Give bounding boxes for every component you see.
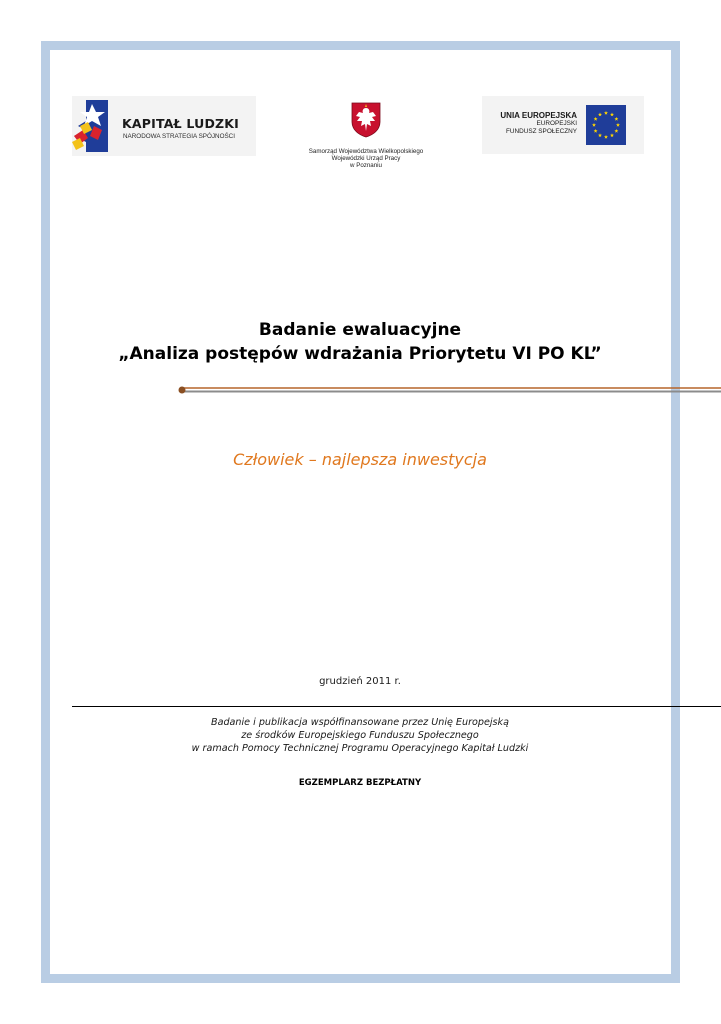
samorzad-caption-line: Wojewódzki Urząd Pracy	[331, 155, 401, 162]
document-title-line-1: Badanie ewaluacyjne	[258, 320, 462, 340]
decorative-divider	[172, 380, 721, 398]
kapital-ludzki-subtitle: NARODOWA STRATEGIA SPÓJNOŚCI	[123, 133, 235, 140]
slogan: Człowiek – najlepsza inwestycja	[233, 450, 487, 469]
ue-line-1: UNIA EUROPEJSKA	[500, 111, 577, 120]
free-copy-label: EGZEMPLARZ BEZPŁATNY	[298, 778, 422, 788]
samorzad-caption-line: Samorząd Województwa Wielkopolskiego	[308, 148, 424, 155]
ue-line-3: FUNDUSZ SPOŁECZNY	[505, 128, 577, 135]
document-title	[60, 318, 660, 366]
funding-note-line: Badanie i publikacja współfinansowane przez Unię Europejską	[211, 717, 509, 728]
funding-note	[60, 716, 660, 755]
kapital-ludzki-title: KAPITAŁ LUDZKI	[122, 116, 240, 131]
funding-note-line: w ramach Pomocy Technicznej Programu Operacyjnego Kapitał Ludzki	[191, 743, 529, 754]
eagle-coat-of-arms-icon	[351, 102, 381, 138]
kapital-ludzki-emblem-icon	[72, 96, 112, 156]
samorzad-caption	[300, 148, 432, 169]
page-frame	[41, 41, 680, 983]
horizontal-rule	[72, 706, 721, 707]
samorzad-caption-line: w Poznaniu	[350, 162, 382, 169]
samorzad-logo	[300, 98, 430, 178]
divider-dot-icon	[179, 387, 186, 394]
eu-flag-icon	[586, 105, 626, 145]
kapital-ludzki-logo	[72, 96, 256, 156]
unia-europejska-logo	[482, 96, 644, 154]
unia-europejska-text	[500, 111, 577, 136]
funding-note-line: ze środków Europejskiego Funduszu Społecznego	[241, 730, 479, 741]
publication-date: grudzień 2011 r.	[319, 676, 401, 687]
document-title-line-2: „Analiza postępów wdrażania Priorytetu VI PO KL”	[118, 344, 602, 364]
ue-line-2: EUROPEJSKI	[536, 120, 577, 127]
